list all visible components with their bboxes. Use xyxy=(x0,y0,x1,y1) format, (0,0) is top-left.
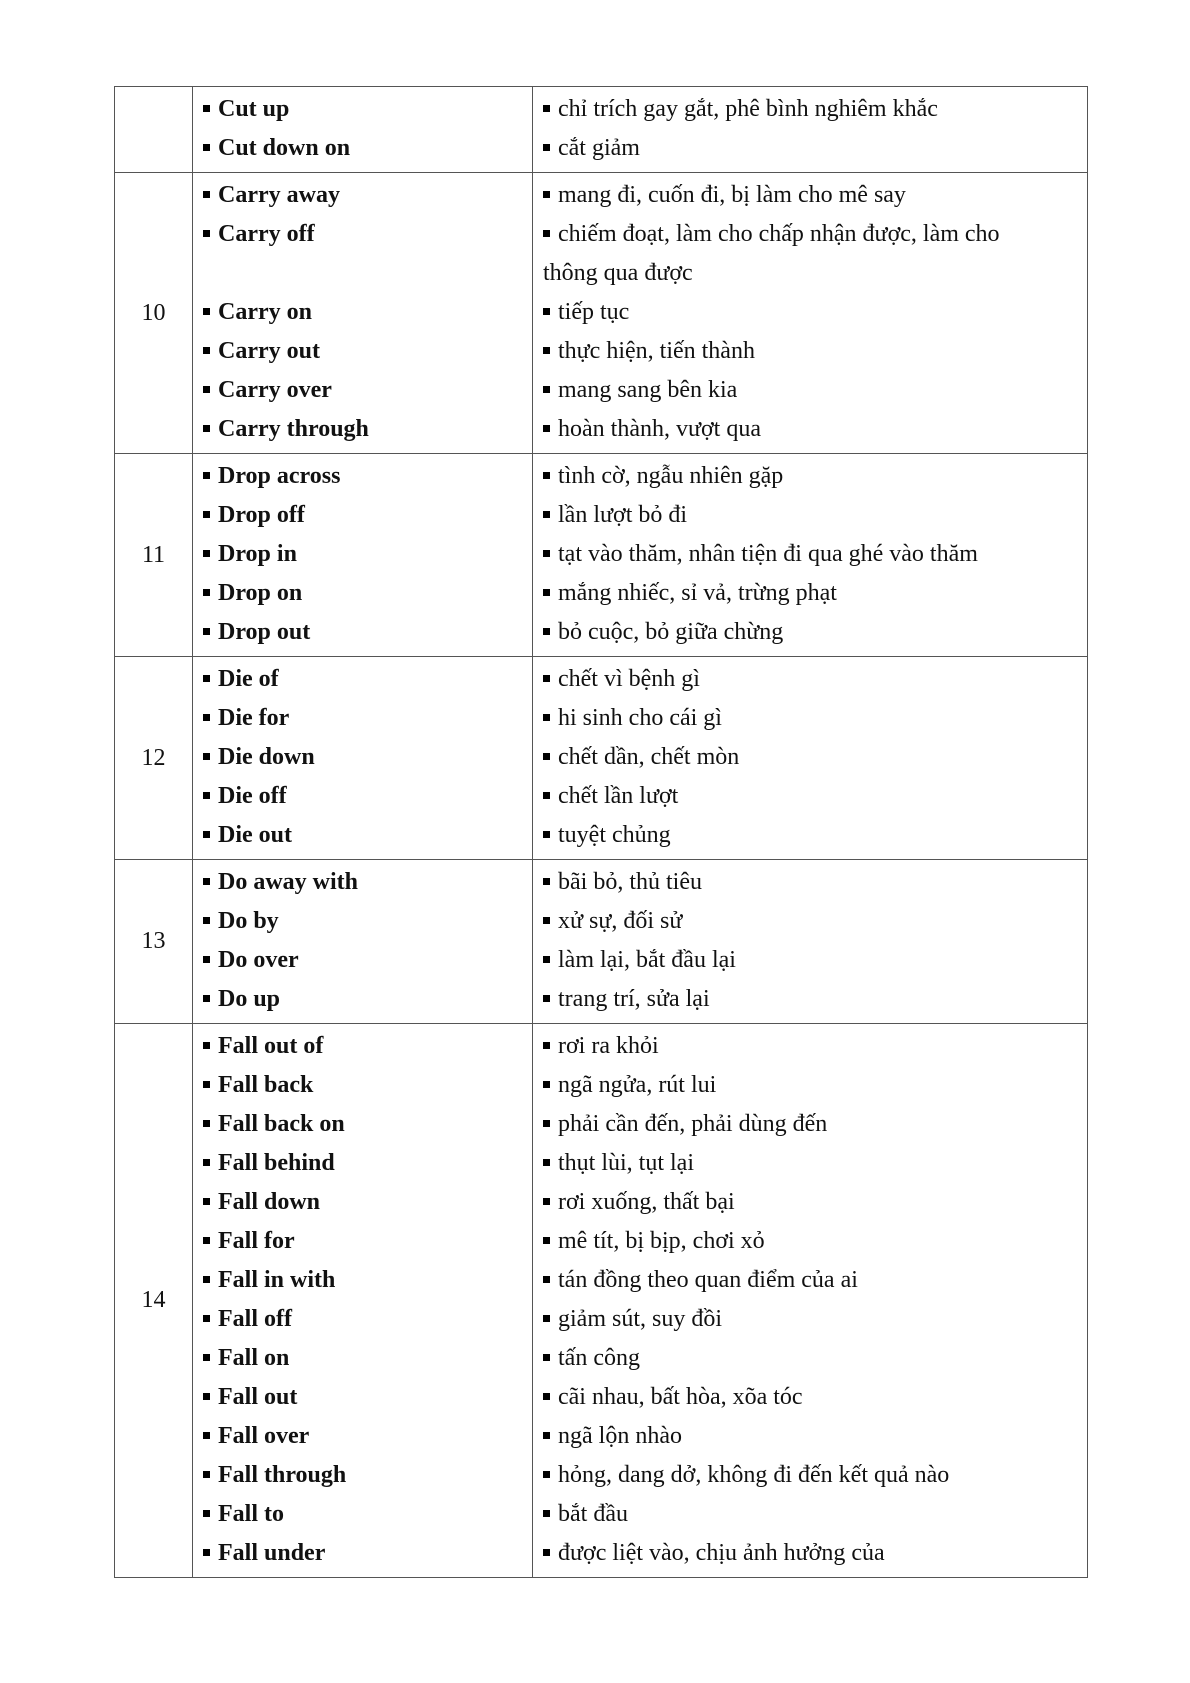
square-bullet-icon xyxy=(203,1510,210,1517)
phrasal-verb-text: Carry out xyxy=(218,338,320,364)
phrasal-verb-text: Drop off xyxy=(218,502,305,528)
phrasal-verb xyxy=(203,176,522,215)
table-row xyxy=(115,1024,1088,1578)
meaning xyxy=(543,293,1077,332)
square-bullet-icon xyxy=(203,1276,210,1283)
meaning-text: thực hiện, tiến thành xyxy=(558,338,755,364)
meaning xyxy=(543,1495,1077,1534)
square-bullet-icon xyxy=(203,386,210,393)
square-bullet-icon xyxy=(203,105,210,112)
phrasal-verb xyxy=(203,1183,522,1222)
phrasal-verb xyxy=(203,332,522,371)
meaning-text: bãi bỏ, thủ tiêu xyxy=(558,869,702,895)
phrasal-verb xyxy=(203,1222,522,1261)
meaning-text: thông qua được xyxy=(543,260,693,286)
square-bullet-icon xyxy=(543,628,550,635)
phrasal-verb-cell xyxy=(193,454,533,657)
square-bullet-icon xyxy=(203,1198,210,1205)
table-row xyxy=(115,657,1088,860)
meaning-text: hi sinh cho cái gì xyxy=(558,705,722,731)
phrasal-verb-text: Do up xyxy=(218,986,281,1012)
square-bullet-icon xyxy=(203,831,210,838)
group-number: 11 xyxy=(115,454,193,657)
phrasal-verb xyxy=(203,1027,522,1066)
square-bullet-icon xyxy=(543,831,550,838)
meaning-cell xyxy=(533,860,1088,1024)
meaning-text: chỉ trích gay gắt, phê bình nghiêm khắc xyxy=(558,96,938,122)
square-bullet-icon xyxy=(543,917,550,924)
meaning xyxy=(543,410,1077,449)
phrasal-verb-text: Die off xyxy=(218,783,287,809)
meaning-text: bắt đầu xyxy=(558,1501,628,1527)
phrasal-verb-text: Fall behind xyxy=(218,1150,335,1176)
square-bullet-icon xyxy=(543,1237,550,1244)
square-bullet-icon xyxy=(543,1432,550,1439)
meaning xyxy=(543,1378,1077,1417)
square-bullet-icon xyxy=(543,1042,550,1049)
square-bullet-icon xyxy=(543,347,550,354)
square-bullet-icon xyxy=(543,511,550,518)
square-bullet-icon xyxy=(203,1549,210,1556)
meaning xyxy=(543,574,1077,613)
square-bullet-icon xyxy=(543,230,550,237)
phrasal-verb xyxy=(203,1339,522,1378)
phrasal-verb-text: Carry away xyxy=(218,182,340,208)
meaning-text: tạt vào thăm, nhân tiện đi qua ghé vào thăm xyxy=(558,541,978,567)
meaning-text: mang sang bên kia xyxy=(558,377,738,403)
phrasal-verb-text: Fall under xyxy=(218,1540,326,1566)
meaning-cell xyxy=(533,454,1088,657)
phrasal-verb-text: Fall off xyxy=(218,1306,292,1332)
phrasal-verb xyxy=(203,496,522,535)
square-bullet-icon xyxy=(543,1471,550,1478)
meaning-text: chết dần, chết mòn xyxy=(558,744,740,770)
phrasal-verb-text: Fall down xyxy=(218,1189,321,1215)
phrasal-verb xyxy=(203,1417,522,1456)
table-body xyxy=(115,87,1088,1578)
phrasal-verb-text: Fall back xyxy=(218,1072,314,1098)
meaning-text: làm lại, bắt đầu lại xyxy=(558,947,736,973)
square-bullet-icon xyxy=(543,1159,550,1166)
square-bullet-icon xyxy=(203,472,210,479)
square-bullet-icon xyxy=(543,550,550,557)
phrasal-verb-text: Drop on xyxy=(218,580,303,606)
meaning-text: tán đồng theo quan điểm của ai xyxy=(558,1267,858,1293)
square-bullet-icon xyxy=(203,589,210,596)
phrasal-verb xyxy=(203,371,522,410)
square-bullet-icon xyxy=(203,1120,210,1127)
square-bullet-icon xyxy=(543,1198,550,1205)
square-bullet-icon xyxy=(203,191,210,198)
square-bullet-icon xyxy=(543,1276,550,1283)
meaning xyxy=(543,1222,1077,1261)
phrasal-verb-text: Fall to xyxy=(218,1501,284,1527)
meaning-cell xyxy=(533,657,1088,860)
table-row xyxy=(115,454,1088,657)
square-bullet-icon xyxy=(543,472,550,479)
phrasal-verb xyxy=(203,863,522,902)
meaning xyxy=(543,1261,1077,1300)
square-bullet-icon xyxy=(203,1432,210,1439)
group-number: 14 xyxy=(115,1024,193,1578)
phrasal-verb-text: Carry over xyxy=(218,377,332,403)
square-bullet-icon xyxy=(203,1393,210,1400)
square-bullet-icon xyxy=(203,1237,210,1244)
phrasal-verb xyxy=(203,902,522,941)
meaning-text: cãi nhau, bất hòa, xõa tóc xyxy=(558,1384,803,1410)
phrasal-verb xyxy=(203,613,522,652)
square-bullet-icon xyxy=(543,308,550,315)
meaning-text: giảm sút, suy đồi xyxy=(558,1306,723,1332)
meaning-text: thụt lùi, tụt lại xyxy=(558,1150,694,1176)
square-bullet-icon xyxy=(543,714,550,721)
meaning xyxy=(543,1144,1077,1183)
phrasal-verb-cell xyxy=(193,1024,533,1578)
square-bullet-icon xyxy=(543,1120,550,1127)
phrasal-verb-cell xyxy=(193,173,533,454)
square-bullet-icon xyxy=(203,1081,210,1088)
meaning xyxy=(543,176,1077,215)
phrasal-verb-text: Do over xyxy=(218,947,299,973)
phrasal-verb-text: Cut down on xyxy=(218,135,351,161)
meaning-text: mang đi, cuốn đi, bị làm cho mê say xyxy=(558,182,906,208)
square-bullet-icon xyxy=(543,956,550,963)
meaning-text: mê tít, bị bịp, chơi xỏ xyxy=(558,1228,765,1254)
meaning xyxy=(543,613,1077,652)
meaning-text: chết lần lượt xyxy=(558,783,679,809)
phrasal-verb xyxy=(203,1456,522,1495)
square-bullet-icon xyxy=(203,956,210,963)
meaning-text: hỏng, dang dở, không đi đến kết quả nào xyxy=(558,1462,950,1488)
phrasal-verb xyxy=(203,1105,522,1144)
meaning-text: rơi ra khỏi xyxy=(558,1033,659,1059)
square-bullet-icon xyxy=(203,230,210,237)
phrasal-verb-text: Do by xyxy=(218,908,279,934)
square-bullet-icon xyxy=(203,347,210,354)
meaning-text: chết vì bệnh gì xyxy=(558,666,700,692)
meaning xyxy=(543,1183,1077,1222)
group-number: 12 xyxy=(115,657,193,860)
phrasal-verb xyxy=(203,293,522,332)
phrasal-verb xyxy=(203,457,522,496)
phrasal-verb xyxy=(203,215,522,254)
phrasal-verb xyxy=(203,980,522,1019)
square-bullet-icon xyxy=(203,425,210,432)
table-row xyxy=(115,87,1088,173)
phrasal-verb-cell xyxy=(193,657,533,860)
phrasal-verb-text: Fall in with xyxy=(218,1267,336,1293)
square-bullet-icon xyxy=(203,511,210,518)
meaning xyxy=(543,371,1077,410)
square-bullet-icon xyxy=(203,792,210,799)
phrasal-verb xyxy=(203,1300,522,1339)
square-bullet-icon xyxy=(543,425,550,432)
square-bullet-icon xyxy=(543,191,550,198)
square-bullet-icon xyxy=(543,753,550,760)
meaning-text: cắt giảm xyxy=(558,135,640,161)
phrasal-verb-text: Drop across xyxy=(218,463,341,489)
square-bullet-icon xyxy=(543,589,550,596)
meaning-text: trang trí, sửa lại xyxy=(558,986,710,1012)
phrasal-verb-text: Do away with xyxy=(218,869,359,895)
square-bullet-icon xyxy=(203,917,210,924)
table-row xyxy=(115,173,1088,454)
phrasal-verb xyxy=(203,1144,522,1183)
phrasal-verb xyxy=(203,816,522,855)
phrasal-verb xyxy=(203,1534,522,1573)
square-bullet-icon xyxy=(543,1549,550,1556)
square-bullet-icon xyxy=(203,550,210,557)
square-bullet-icon xyxy=(543,878,550,885)
meaning-text: tuyệt chủng xyxy=(558,822,671,848)
meaning-text: mắng nhiếc, sỉ vả, trừng phạt xyxy=(558,580,837,606)
square-bullet-icon xyxy=(543,386,550,393)
meaning-text: được liệt vào, chịu ảnh hưởng của xyxy=(558,1540,885,1566)
square-bullet-icon xyxy=(543,1510,550,1517)
phrasal-verb-text: Drop out xyxy=(218,619,311,645)
square-bullet-icon xyxy=(543,1354,550,1361)
meaning xyxy=(543,980,1077,1019)
meaning xyxy=(543,1456,1077,1495)
meaning xyxy=(543,254,1077,293)
group-number: 13 xyxy=(115,860,193,1024)
square-bullet-icon xyxy=(203,1159,210,1166)
phrasal-verb xyxy=(203,660,522,699)
meaning xyxy=(543,1339,1077,1378)
meaning xyxy=(543,941,1077,980)
square-bullet-icon xyxy=(203,675,210,682)
meaning-text: tình cờ, ngẫu nhiên gặp xyxy=(558,463,784,489)
phrasal-verb-text: Fall over xyxy=(218,1423,310,1449)
phrasal-verb-text: Die down xyxy=(218,744,315,770)
phrasal-verb-text: Fall for xyxy=(218,1228,295,1254)
phrasal-verb-text: Carry off xyxy=(218,221,315,247)
meaning xyxy=(543,457,1077,496)
meaning-text: ngã lộn nhào xyxy=(558,1423,682,1449)
square-bullet-icon xyxy=(203,1315,210,1322)
meaning xyxy=(543,777,1077,816)
meaning xyxy=(543,660,1077,699)
meaning-cell xyxy=(533,1024,1088,1578)
phrasal-verb-text: Cut up xyxy=(218,96,290,122)
square-bullet-icon xyxy=(543,105,550,112)
meaning-cell xyxy=(533,173,1088,454)
meaning xyxy=(543,129,1077,168)
meaning xyxy=(543,863,1077,902)
phrasal-verb xyxy=(203,1066,522,1105)
meaning xyxy=(543,1105,1077,1144)
square-bullet-icon xyxy=(203,1471,210,1478)
meaning-text: ngã ngửa, rút lui xyxy=(558,1072,717,1098)
square-bullet-icon xyxy=(203,753,210,760)
square-bullet-icon xyxy=(543,1081,550,1088)
group-number xyxy=(115,87,193,173)
phrasal-verb-text: Fall out xyxy=(218,1384,298,1410)
table-row xyxy=(115,860,1088,1024)
meaning xyxy=(543,738,1077,777)
meaning xyxy=(543,496,1077,535)
meaning xyxy=(543,816,1077,855)
phrasal-verb xyxy=(203,535,522,574)
phrasal-verb-text: Fall on xyxy=(218,1345,290,1371)
phrasal-verb xyxy=(203,574,522,613)
meaning xyxy=(543,1417,1077,1456)
square-bullet-icon xyxy=(543,144,550,151)
phrasal-verb xyxy=(203,777,522,816)
phrasal-verb-cell xyxy=(193,87,533,173)
phrasal-verb-text: Fall out of xyxy=(218,1033,324,1059)
meaning xyxy=(543,902,1077,941)
phrasal-verb-table xyxy=(114,86,1088,1578)
phrasal-verb xyxy=(203,738,522,777)
meaning-cell xyxy=(533,87,1088,173)
phrasal-verb xyxy=(203,129,522,168)
square-bullet-icon xyxy=(543,675,550,682)
phrasal-verb xyxy=(203,941,522,980)
meaning xyxy=(543,1027,1077,1066)
line-spacer xyxy=(203,254,522,293)
meaning-text: phải cần đến, phải dùng đến xyxy=(558,1111,828,1137)
meaning xyxy=(543,1300,1077,1339)
meaning-text: chiếm đoạt, làm cho chấp nhận được, làm cho xyxy=(558,221,1000,247)
phrasal-verb xyxy=(203,90,522,129)
phrasal-verb-text: Drop in xyxy=(218,541,297,567)
meaning-text: xử sự, đối sử xyxy=(558,908,683,934)
phrasal-verb xyxy=(203,1261,522,1300)
meaning-text: hoàn thành, vượt qua xyxy=(558,416,761,442)
square-bullet-icon xyxy=(543,995,550,1002)
meaning-text: tấn công xyxy=(558,1345,640,1371)
group-number: 10 xyxy=(115,173,193,454)
phrasal-verb xyxy=(203,410,522,449)
meaning xyxy=(543,332,1077,371)
square-bullet-icon xyxy=(203,1042,210,1049)
phrasal-verb-cell xyxy=(193,860,533,1024)
meaning xyxy=(543,215,1077,254)
square-bullet-icon xyxy=(203,1354,210,1361)
square-bullet-icon xyxy=(543,1393,550,1400)
square-bullet-icon xyxy=(543,792,550,799)
phrasal-verb-text: Die for xyxy=(218,705,290,731)
meaning xyxy=(543,1066,1077,1105)
square-bullet-icon xyxy=(203,308,210,315)
meaning xyxy=(543,699,1077,738)
meaning xyxy=(543,1534,1077,1573)
phrasal-verb-text: Fall back on xyxy=(218,1111,345,1137)
square-bullet-icon xyxy=(203,628,210,635)
square-bullet-icon xyxy=(203,995,210,1002)
meaning-text: tiếp tục xyxy=(558,299,630,325)
square-bullet-icon xyxy=(543,1315,550,1322)
phrasal-verb-text: Die out xyxy=(218,822,292,848)
square-bullet-icon xyxy=(203,878,210,885)
meaning-text: rơi xuống, thất bại xyxy=(558,1189,735,1215)
meaning xyxy=(543,535,1077,574)
phrasal-verb-text: Carry on xyxy=(218,299,312,325)
square-bullet-icon xyxy=(203,144,210,151)
square-bullet-icon xyxy=(203,714,210,721)
phrasal-verb xyxy=(203,1378,522,1417)
meaning xyxy=(543,90,1077,129)
phrasal-verb-text: Fall through xyxy=(218,1462,347,1488)
phrasal-verb-text: Carry through xyxy=(218,416,369,442)
phrasal-verb-text: Die of xyxy=(218,666,279,692)
phrasal-verb xyxy=(203,699,522,738)
meaning-text: lần lượt bỏ đi xyxy=(558,502,688,528)
phrasal-verb xyxy=(203,1495,522,1534)
meaning-text: bỏ cuộc, bỏ giữa chừng xyxy=(558,619,784,645)
